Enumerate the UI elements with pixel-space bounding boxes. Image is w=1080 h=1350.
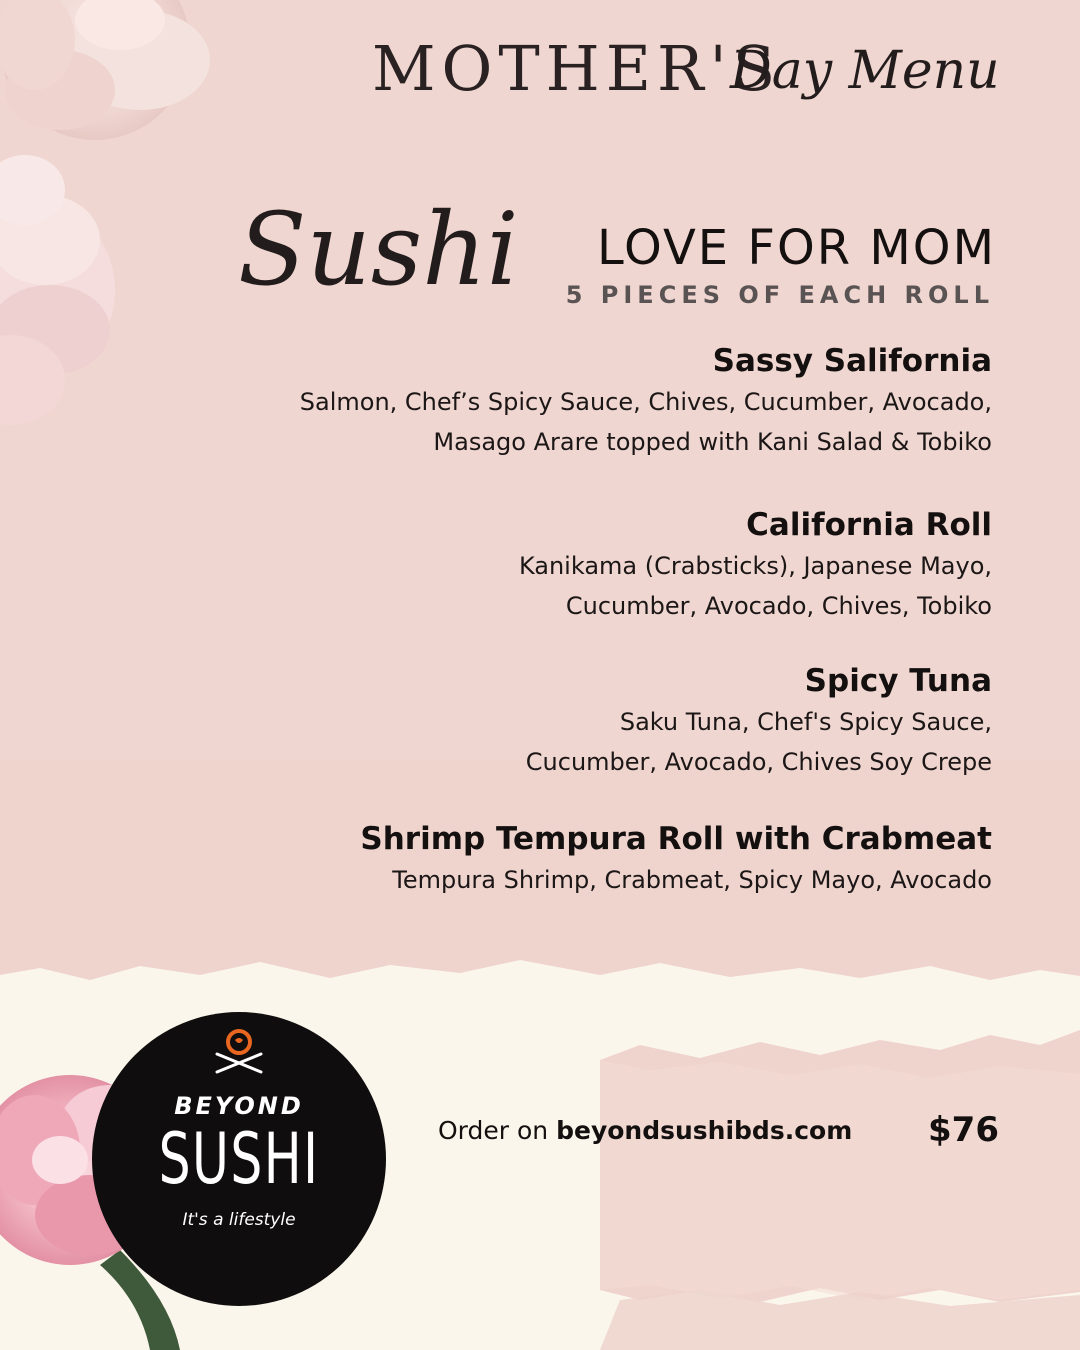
menu-item-name: Sassy Salifornia (712, 343, 992, 379)
menu-item (519, 504, 992, 626)
logo-tagline: It's a lifestyle (182, 1210, 296, 1230)
header-script-title: Day Menu (730, 41, 1000, 101)
hero-script-word: Sushi (238, 191, 519, 308)
menu-item-desc: Masago Arare topped with Kani Salad & Tobiko (433, 428, 992, 456)
brand-logo (92, 1012, 386, 1306)
order-website-link[interactable]: beyondsushibds.com (556, 1116, 853, 1145)
menu-item-name: Spicy Tuna (804, 663, 992, 699)
logo-line-beyond: BEYOND (174, 1092, 304, 1120)
hero-title: LOVE FOR MOM (597, 220, 996, 276)
header-serif-title: MOTHER'S (372, 32, 782, 105)
menu-item (526, 660, 992, 782)
menu-item-desc: Tempura Shrimp, Crabmeat, Spicy Mayo, Avocado (392, 866, 992, 894)
menu-item (300, 340, 992, 462)
menu-price: $76 (928, 1110, 999, 1150)
order-line (438, 1113, 852, 1149)
menu-item (360, 818, 992, 900)
menu-item-name: California Roll (746, 507, 992, 543)
menu-item-desc: Saku Tuna, Chef's Spicy Sauce, (619, 708, 992, 736)
hero-subtitle: 5 PIECES OF EACH ROLL (565, 281, 994, 309)
menu-item-desc: Cucumber, Avocado, Chives, Tobiko (565, 592, 992, 620)
order-prefix: Order on (438, 1116, 549, 1145)
sushi-roll-chopsticks-icon (209, 1026, 269, 1076)
menu-item-desc: Kanikama (Crabsticks), Japanese Mayo, (518, 552, 992, 580)
menu-item-name: Shrimp Tempura Roll with Crabmeat (360, 821, 992, 857)
logo-line-sushi: SUSHI (158, 1118, 320, 1200)
menu-item-desc: Salmon, Chef’s Spicy Sauce, Chives, Cucumber, Avocado, (299, 388, 992, 416)
menu-item-desc: Cucumber, Avocado, Chives Soy Crepe (525, 748, 992, 776)
